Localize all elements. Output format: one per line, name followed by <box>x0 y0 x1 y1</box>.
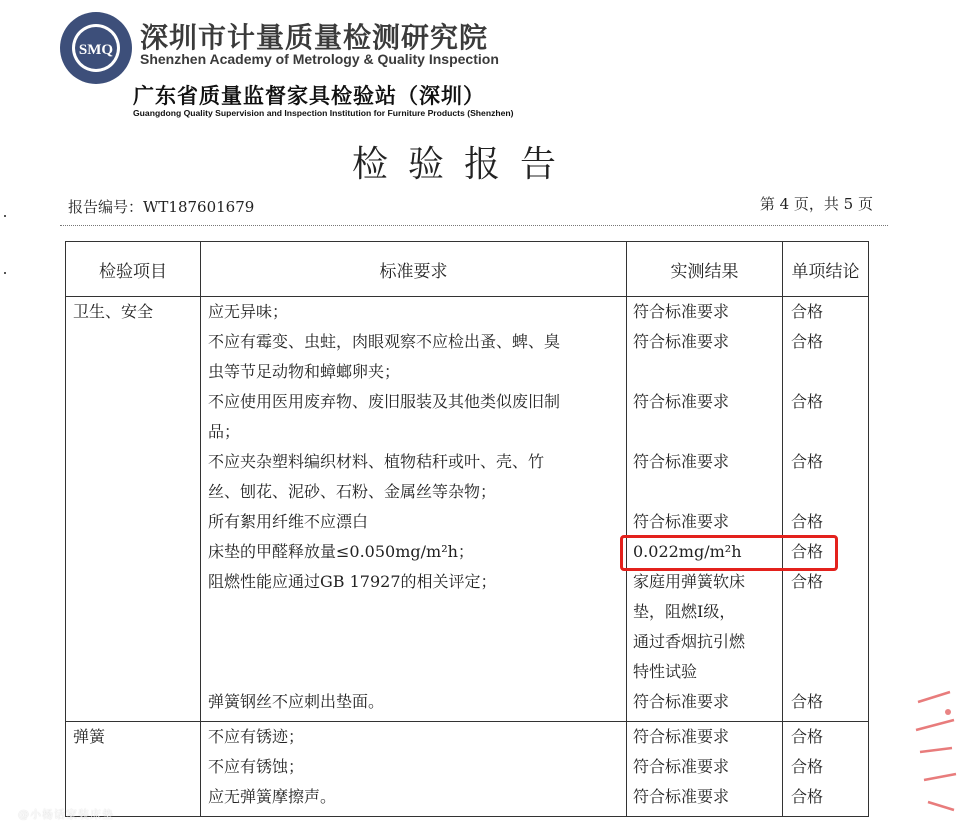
conclusion-line: 合格 <box>791 572 824 591</box>
item-label: 弹簧 <box>73 727 106 746</box>
table-header-row <box>66 242 869 297</box>
requirement-cell <box>201 297 627 722</box>
conclusion-line: 合格 <box>791 512 824 531</box>
result-line: 符合标准要求 <box>633 512 730 531</box>
conclusion-line: 合格 <box>791 692 824 711</box>
requirement-cell <box>201 722 627 817</box>
item-cell <box>66 297 201 722</box>
result-cell <box>627 722 783 817</box>
conclusion-line <box>783 417 868 447</box>
stamp-fragment <box>910 690 960 820</box>
conclusion-line: 合格 <box>791 452 824 471</box>
result-line: 0.022mg/m²h <box>633 542 742 561</box>
requirement-line: 床垫的甲醛释放量≤0.050mg/m²h； <box>208 542 474 561</box>
header-conclusion: 单项结论 <box>783 242 869 297</box>
result-line: 符合标准要求 <box>633 392 730 411</box>
conclusion-line: 合格 <box>791 542 824 561</box>
result-cell <box>627 297 783 722</box>
result-line: 符合标准要求 <box>633 727 730 746</box>
station-name-cn: 广东省质量监督家具检验站（深圳） <box>133 84 485 108</box>
conclusion-line: 合格 <box>791 787 824 806</box>
result-line <box>627 357 782 387</box>
conclusion-line: 合格 <box>791 727 824 746</box>
requirement-line: 不应有霉变、虫蛀，肉眼观察不应检出蚤、蜱、臭 <box>208 332 561 351</box>
result-line: 符合标准要求 <box>633 452 730 471</box>
result-line: 符合标准要求 <box>633 692 730 711</box>
conclusion-cell <box>783 297 869 722</box>
conclusion-line: 合格 <box>791 757 824 776</box>
watermark: @小杨话家装床垫 <box>18 808 114 821</box>
svg-text:SMQ: SMQ <box>78 42 114 58</box>
smq-logo <box>58 10 134 86</box>
header-item: 检验项目 <box>66 242 201 297</box>
result-line: 符合标准要求 <box>633 787 730 806</box>
requirement-line: 品； <box>208 422 241 441</box>
requirement-line <box>201 597 626 627</box>
result-line: 符合标准要求 <box>633 302 730 321</box>
header-requirement: 标准要求 <box>201 242 627 297</box>
page-info: 第 4 页，共 5 页 <box>759 195 873 213</box>
requirement-line: 阻燃性能应通过GB 17927的相关评定； <box>208 572 497 591</box>
margin-mark <box>4 215 6 217</box>
header-result: 实测结果 <box>627 242 783 297</box>
item-label: 卫生、安全 <box>73 302 154 321</box>
requirement-line: 应无弹簧摩擦声。 <box>208 787 337 806</box>
conclusion-line <box>783 657 868 687</box>
inspection-table <box>65 241 869 817</box>
document-title: 检验报告 <box>351 144 576 185</box>
result-line <box>627 417 782 447</box>
requirement-line <box>201 657 626 687</box>
station-name-en: Guangdong Quality Supervision and Inspection Institution for Furniture Products (Shenzhen) <box>133 108 514 118</box>
org-name-en: Shenzhen Academy of Metrology & Quality Inspection <box>140 51 499 67</box>
highlight-box <box>620 535 838 571</box>
conclusion-cell <box>783 722 869 817</box>
conclusion-line: 合格 <box>791 392 824 411</box>
conclusion-line: 合格 <box>791 302 824 321</box>
org-name-cn: 深圳市计量质量检测研究院 <box>140 21 489 54</box>
result-line: 符合标准要求 <box>633 332 730 351</box>
header-divider <box>60 225 888 226</box>
conclusion-line: 合格 <box>791 332 824 351</box>
report-number: 报告编号：WT187601679 <box>68 198 255 216</box>
result-line: 垫，阻燃Ⅰ级， <box>633 602 736 621</box>
result-line: 家庭用弹簧软床 <box>633 572 746 591</box>
requirement-line: 应无异味； <box>208 302 289 321</box>
result-line: 通过香烟抗引燃 <box>633 632 746 651</box>
requirement-line: 所有絮用纤维不应漂白 <box>208 512 369 531</box>
requirement-line: 不应使用医用废弃物、废旧服装及其他类似废旧制 <box>208 392 561 411</box>
table-group-row <box>66 722 869 817</box>
conclusion-line <box>783 627 868 657</box>
conclusion-line <box>783 597 868 627</box>
requirement-line: 弹簧钢丝不应刺出垫面。 <box>208 692 385 711</box>
conclusion-line <box>783 357 868 387</box>
requirement-line: 虫等节足动物和蟑螂卵夹； <box>208 362 401 381</box>
requirement-line: 不应有锈迹； <box>208 727 305 746</box>
result-line: 符合标准要求 <box>633 757 730 776</box>
result-line: 特性试验 <box>633 662 698 681</box>
requirement-line: 不应夹杂塑料编织材料、植物秸秆或叶、壳、竹 <box>208 452 545 471</box>
conclusion-line <box>783 477 868 507</box>
item-cell <box>66 722 201 817</box>
requirement-line <box>201 627 626 657</box>
table-group-row <box>66 297 869 722</box>
requirement-line: 丝、刨花、泥砂、石粉、金属丝等杂物； <box>208 482 497 501</box>
requirement-line: 不应有锈蚀； <box>208 757 305 776</box>
margin-mark <box>4 272 6 274</box>
result-line <box>627 477 782 507</box>
